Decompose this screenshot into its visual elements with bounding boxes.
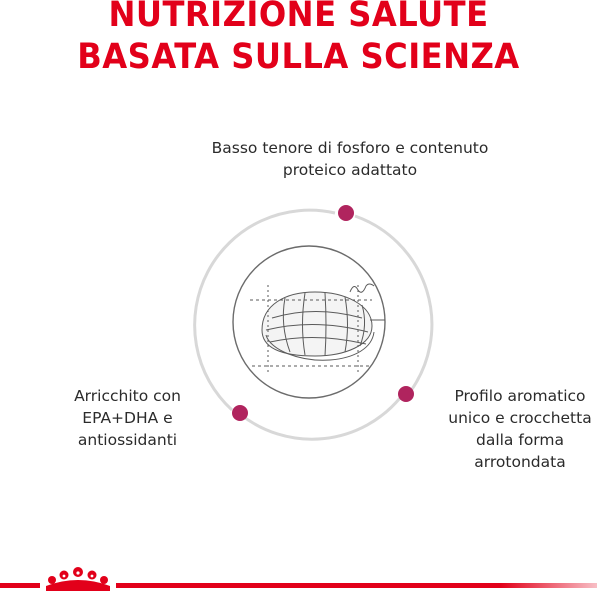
feature-text-line: Profilo aromatico [454,387,586,405]
feature-text-line: dalla forma [475,431,564,449]
kibble-sketch-icon [250,284,385,375]
feature-text-line: unico e crocchetta [448,409,592,427]
feature-text-line: proteico adattato [282,161,418,179]
feature-dot-top [338,205,354,221]
feature-text-line: EPA+DHA e [82,409,173,427]
page-title-line-2: BASATA SULLA SCIENZA [77,37,520,77]
footer-line-left [0,583,40,588]
page-title-line-1: NUTRIZIONE SALUTE [108,0,489,35]
footer-line-right [116,583,597,588]
feature-text-line: Arricchito con [74,387,181,405]
feature-dot-right [398,386,414,402]
ring-arc-bottom [240,398,400,439]
royal-canin-crown-icon [42,566,114,592]
feature-text-line: arrotondata [474,453,566,471]
feature-text-line: antiossidanti [77,431,178,449]
feature-dot-left [232,405,248,421]
feature-text-line: Basso tenore di fosforo e contenuto [211,139,489,157]
